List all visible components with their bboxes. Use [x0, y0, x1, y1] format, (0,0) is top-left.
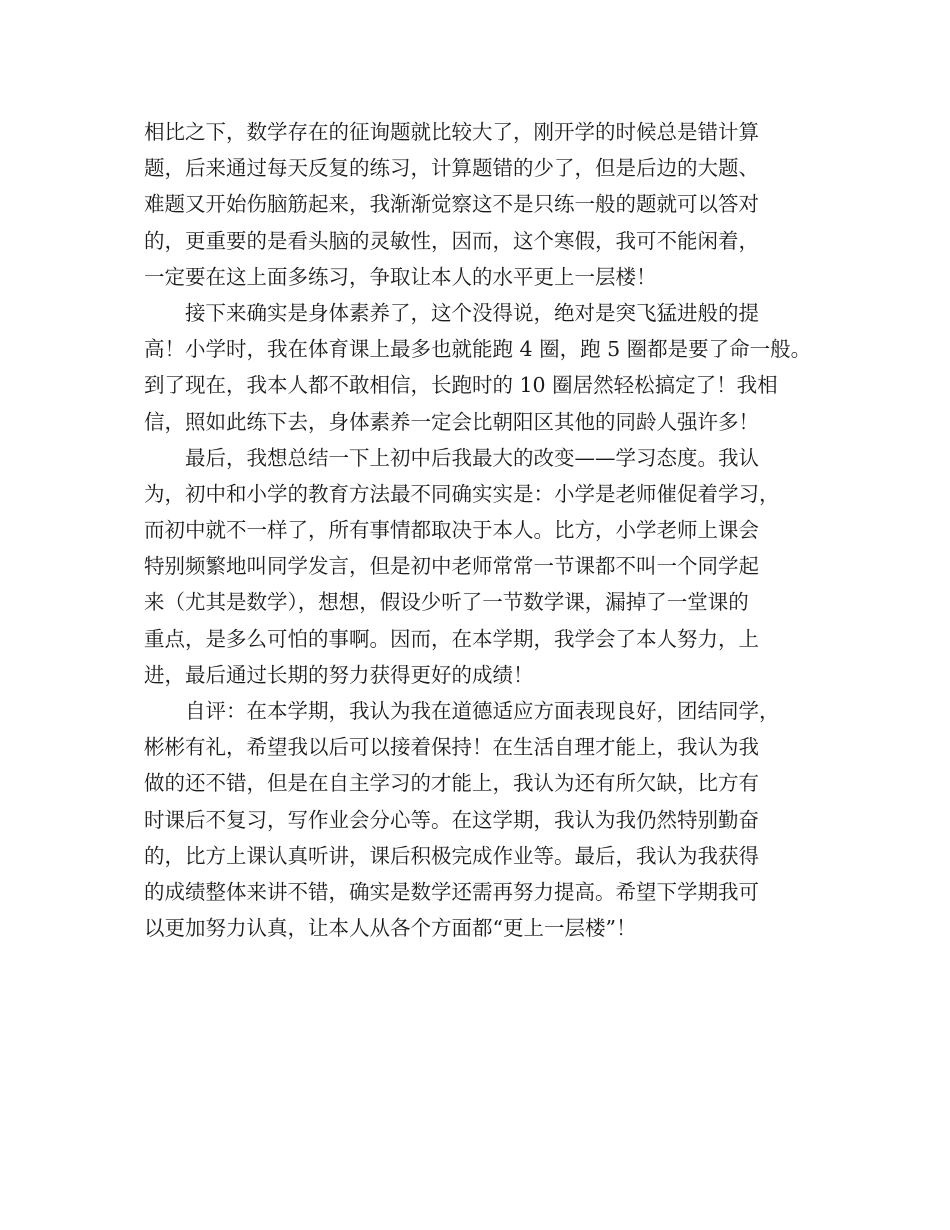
- text-line: 的成绩整体来讲不错，确实是数学还需再努力提高。希望下学期我可: [144, 879, 759, 904]
- paragraph-fitness: [144, 295, 844, 440]
- text-line: 特别频繁地叫同学发言，但是初中老师常常一节课都不叫一个同学起: [144, 554, 759, 579]
- text-line: 自评：在本学期，我认为我在道德适应方面表现良好，团结同学，: [185, 699, 780, 723]
- text-line: 而初中就不一样了，所有事情都取决于本人。比方，小学老师上课会: [144, 518, 759, 543]
- text-line: 相比之下，数学存在的征询题就比较大了，刚开学的时候总是错计算: [144, 120, 759, 144]
- text-line: 接下来确实是身体素养了，这个没得说，绝对是突飞猛进般的提: [185, 300, 759, 325]
- text-line: 一定要在这上面多练习，争取让本人的水平更上一层楼！: [144, 264, 657, 289]
- text-line: 的，更重要的是看头脑的灵敏性，因而，这个寒假，我可不能闲着，: [144, 228, 759, 253]
- text-line: 重点，是多么可怕的事啊。因而，在本学期，我学会了本人努力，上: [144, 626, 759, 651]
- text-line: 彬彬有礼，希望我以后可以接着保持！在生活自理才能上，我认为我: [144, 735, 759, 760]
- text-line: 高！小学时，我在体育课上最多也就能跑 4 圈，跑 5 圈都是要了命一般。: [144, 337, 812, 362]
- document-body: [144, 114, 844, 946]
- text-line: 题，后来通过每天反复的练习，计算题错的少了，但是后边的大题、: [144, 156, 759, 181]
- text-line: 做的还不错，但是在自主学习的才能上，我认为还有所欠缺，比方有: [144, 771, 759, 796]
- paragraph-self-evaluation: [144, 693, 844, 946]
- text-line: 的，比方上课认真听讲，课后积极完成作业等。最后，我认为我获得: [144, 843, 759, 868]
- text-line: 进，最后通过长期的努力获得更好的成绩！: [144, 662, 534, 687]
- text-line: 到了现在，我本人都不敢相信，长跑时的 10 圈居然轻松搞定了！我相: [144, 373, 778, 398]
- text-line: 难题又开始伤脑筋起来，我渐渐觉察这不是只练一般的题就可以答对: [144, 192, 759, 217]
- text-line: 为，初中和小学的教育方法最不同确实实是：小学是老师催促着学习，: [144, 481, 780, 506]
- text-line: 以更加努力认真，让本人从各个方面都“更上一层楼”！: [144, 916, 637, 941]
- text-line: 时课后不复习，写作业会分心等。在这学期，我认为我仍然特别勤奋: [144, 807, 759, 832]
- text-line: 来（尤其是数学），想想，假设少听了一节数学课，漏掉了一堂课的: [144, 590, 749, 615]
- text-line: 最后，我想总结一下上初中后我最大的改变——学习态度。我认: [185, 445, 759, 470]
- paragraph-math: [144, 114, 844, 295]
- paragraph-attitude: [144, 440, 844, 693]
- text-line: 信，照如此练下去，身体素养一定会比朝阳区其他的同龄人强许多！: [144, 409, 759, 434]
